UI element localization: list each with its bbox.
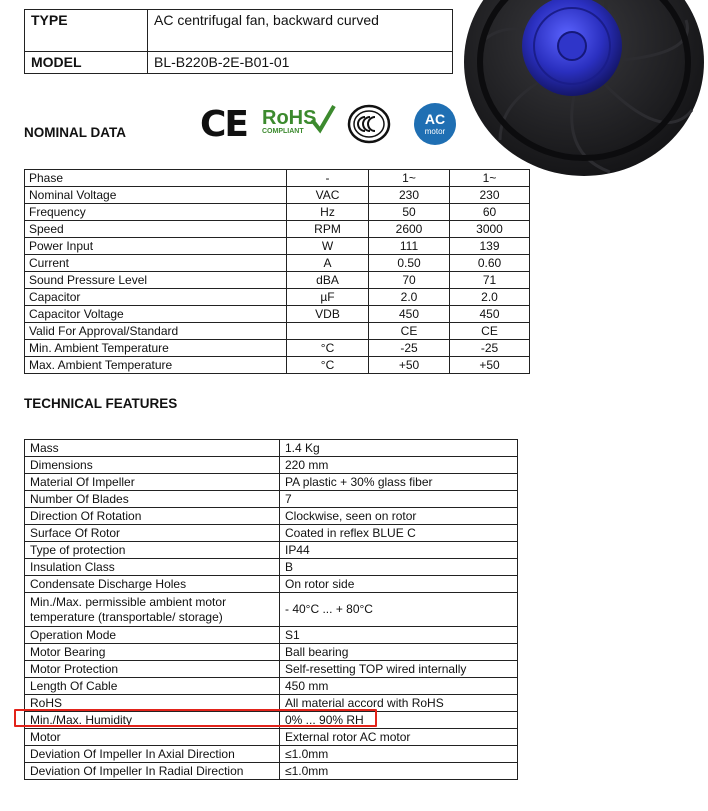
feature-name: Operation Mode <box>25 627 280 644</box>
feature-name: Surface Of Rotor <box>25 525 280 542</box>
technical-row <box>25 763 518 780</box>
value-cell: 2.0 <box>450 289 530 306</box>
value-cell: 71 <box>450 272 530 289</box>
ce-mark-icon: CE <box>200 104 248 145</box>
parameter-name: Capacitor Voltage <box>25 306 287 323</box>
value-cell: 0.50 <box>369 255 450 272</box>
feature-value: On rotor side <box>280 576 518 593</box>
value-cell: 2.0 <box>369 289 450 306</box>
parameter-name: Valid For Approval/Standard <box>25 323 287 340</box>
rohs-compliant-text: COMPLIANT <box>262 128 304 135</box>
nominal-row <box>25 340 530 357</box>
technical-row <box>25 559 518 576</box>
feature-name: Min./Max. permissible ambient motor temperature (transportable/ storage) <box>25 593 280 627</box>
value-cell: CE <box>450 323 530 340</box>
ccc-mark-icon <box>347 104 391 144</box>
value-cell: 60 <box>450 204 530 221</box>
technical-row <box>25 729 518 746</box>
parameter-name: Max. Ambient Temperature <box>25 357 287 374</box>
feature-name: Dimensions <box>25 457 280 474</box>
parameter-name: Capacitor <box>25 289 287 306</box>
value-cell: 2600 <box>369 221 450 238</box>
feature-value: Coated in reflex BLUE C <box>280 525 518 542</box>
nominal-data-table <box>24 169 530 374</box>
nominal-row <box>25 170 530 187</box>
feature-value: B <box>280 559 518 576</box>
parameter-name: Sound Pressure Level <box>25 272 287 289</box>
nominal-row <box>25 238 530 255</box>
header-table <box>24 9 453 74</box>
rohs-text: RoHS <box>262 107 317 129</box>
value-cell: -25 <box>369 340 450 357</box>
feature-name: Number Of Blades <box>25 491 280 508</box>
unit-cell: A <box>287 255 369 272</box>
feature-value: Clockwise, seen on rotor <box>280 508 518 525</box>
feature-value: - 40°C ... + 80°C <box>280 593 518 627</box>
value-cell: 450 <box>450 306 530 323</box>
feature-value: 450 mm <box>280 678 518 695</box>
feature-value: 0% ... 90% RH <box>280 712 518 729</box>
humidity-highlight-box <box>14 709 377 727</box>
technical-row <box>25 440 518 457</box>
value-cell: 450 <box>369 306 450 323</box>
rohs-compliant-icon <box>262 108 316 135</box>
unit-cell: dBA <box>287 272 369 289</box>
feature-value: Ball bearing <box>280 644 518 661</box>
feature-name: Deviation Of Impeller In Radial Direction <box>25 763 280 780</box>
feature-name: Deviation Of Impeller In Axial Direction <box>25 746 280 763</box>
technical-row <box>25 644 518 661</box>
parameter-name: Speed <box>25 221 287 238</box>
feature-value: ≤1.0mm <box>280 746 518 763</box>
value-cell: 230 <box>369 187 450 204</box>
value-cell: 230 <box>450 187 530 204</box>
feature-value: Self-resetting TOP wired internally <box>280 661 518 678</box>
nominal-row <box>25 289 530 306</box>
unit-cell: VDB <box>287 306 369 323</box>
technical-row <box>25 542 518 559</box>
technical-row <box>25 576 518 593</box>
feature-value: IP44 <box>280 542 518 559</box>
nominal-row <box>25 187 530 204</box>
model-label: MODEL <box>25 52 148 74</box>
feature-value: 1.4 Kg <box>280 440 518 457</box>
technical-row <box>25 491 518 508</box>
value-cell: 0.60 <box>450 255 530 272</box>
feature-value: 220 mm <box>280 457 518 474</box>
nominal-row <box>25 272 530 289</box>
value-cell: 1~ <box>369 170 450 187</box>
unit-cell <box>287 323 369 340</box>
nominal-data-heading: NOMINAL DATA <box>24 125 126 140</box>
value-cell: 139 <box>450 238 530 255</box>
technical-row <box>25 508 518 525</box>
technical-row <box>25 457 518 474</box>
ac-badge-subtext: motor <box>424 127 446 136</box>
nominal-row <box>25 204 530 221</box>
unit-cell: °C <box>287 357 369 374</box>
unit-cell: VAC <box>287 187 369 204</box>
feature-value: PA plastic + 30% glass fiber <box>280 474 518 491</box>
feature-name: Motor Protection <box>25 661 280 678</box>
technical-features-heading: TECHNICAL FEATURES <box>24 396 178 411</box>
feature-name: Type of protection <box>25 542 280 559</box>
parameter-name: Current <box>25 255 287 272</box>
checkmark-icon <box>310 104 336 134</box>
technical-row <box>25 746 518 763</box>
unit-cell: W <box>287 238 369 255</box>
feature-value: 7 <box>280 491 518 508</box>
fan-product-image <box>460 0 708 190</box>
type-label: TYPE <box>25 10 148 52</box>
feature-value: ≤1.0mm <box>280 763 518 780</box>
ac-motor-badge-icon <box>414 103 456 145</box>
technical-row <box>25 525 518 542</box>
nominal-row <box>25 255 530 272</box>
value-cell: CE <box>369 323 450 340</box>
feature-name: Insulation Class <box>25 559 280 576</box>
unit-cell: - <box>287 170 369 187</box>
unit-cell: °C <box>287 340 369 357</box>
value-cell: 3000 <box>450 221 530 238</box>
technical-row <box>25 474 518 491</box>
value-cell: 1~ <box>450 170 530 187</box>
parameter-name: Power Input <box>25 238 287 255</box>
feature-name: Motor <box>25 729 280 746</box>
value-cell: -25 <box>450 340 530 357</box>
unit-cell: µF <box>287 289 369 306</box>
feature-name: Condensate Discharge Holes <box>25 576 280 593</box>
value-cell: +50 <box>450 357 530 374</box>
parameter-name: Min. Ambient Temperature <box>25 340 287 357</box>
technical-row <box>25 627 518 644</box>
type-value: AC centrifugal fan, backward curved <box>148 10 453 52</box>
feature-value: All material accord with RoHS <box>280 695 518 712</box>
feature-name: Mass <box>25 440 280 457</box>
nominal-row <box>25 306 530 323</box>
feature-name: Min./Max. Humidity <box>25 712 280 729</box>
parameter-name: Frequency <box>25 204 287 221</box>
nominal-row <box>25 357 530 374</box>
feature-name: Motor Bearing <box>25 644 280 661</box>
feature-name: Material Of Impeller <box>25 474 280 491</box>
feature-value: External rotor AC motor <box>280 729 518 746</box>
nominal-row <box>25 221 530 238</box>
feature-value: S1 <box>280 627 518 644</box>
value-cell: 50 <box>369 204 450 221</box>
technical-row <box>25 661 518 678</box>
technical-features-table <box>24 439 518 780</box>
model-value: BL-B220B-2E-B01-01 <box>148 52 453 74</box>
parameter-name: Phase <box>25 170 287 187</box>
feature-name: Direction Of Rotation <box>25 508 280 525</box>
value-cell: +50 <box>369 357 450 374</box>
parameter-name: Nominal Voltage <box>25 187 287 204</box>
value-cell: 70 <box>369 272 450 289</box>
unit-cell: Hz <box>287 204 369 221</box>
unit-cell: RPM <box>287 221 369 238</box>
nominal-row <box>25 323 530 340</box>
ac-badge-text: AC <box>424 111 446 127</box>
feature-name: Length Of Cable <box>25 678 280 695</box>
value-cell: 111 <box>369 238 450 255</box>
technical-row <box>25 593 518 627</box>
technical-row <box>25 678 518 695</box>
feature-name: RoHS <box>25 695 280 712</box>
